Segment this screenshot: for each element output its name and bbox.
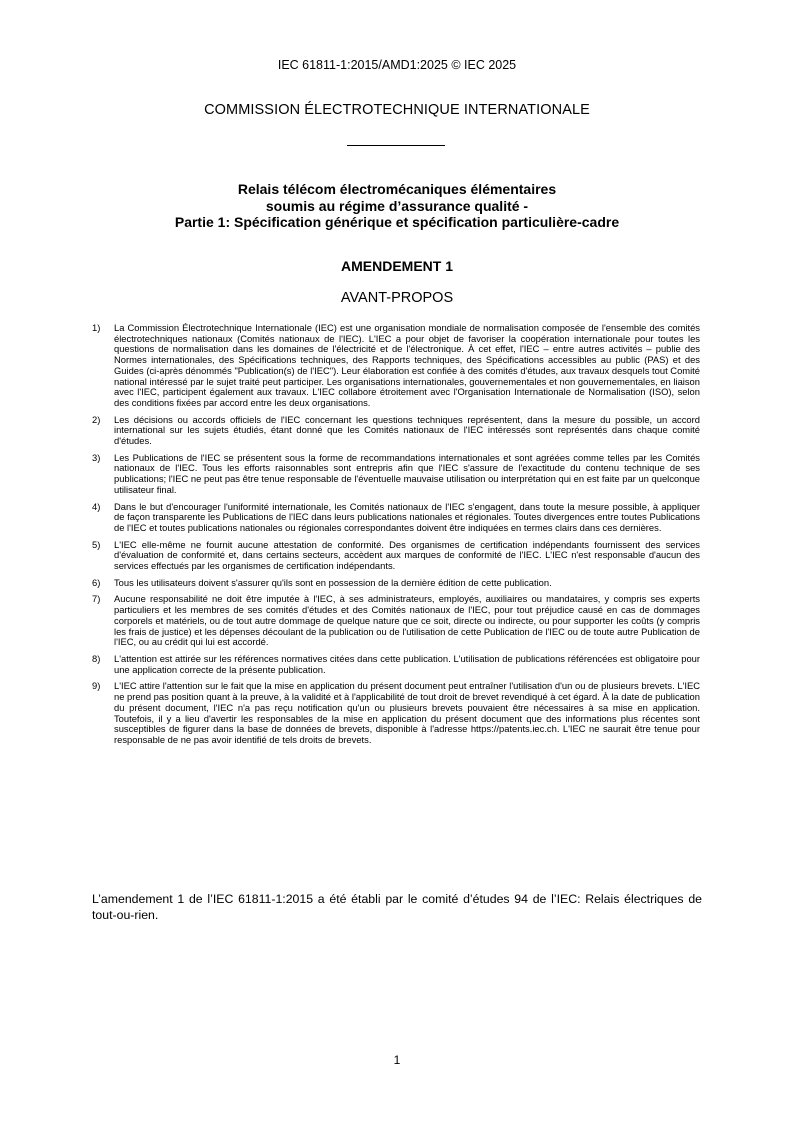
clause-text: L'IEC elle-même ne fournit aucune attestation de conformité. Des organismes de certification indépendants fournissent des services d'évaluation de conformité et, dans certains secteurs, accèdent aux marques de conformité de l'IEC. L'IEC n'est responsable d'aucun des services effectués par les organismes de certification indépendants. (114, 538, 700, 572)
closing-paragraph: L’amendement 1 de l’IEC 61811-1:2015 a été établi par le comité d’études 94 de l’IEC: Relais électriques de tout-ou-rien. (92, 892, 702, 922)
clause-text: Aucune responsabilité ne doit être imputée à l'IEC, à ses administrateurs, employés, auxiliaires ou mandataires, y compris ses experts particuliers et les membres de ses comités d'études et des Comités nationaux de l'IEC, pour tout préjudice causé en cas de dommages corporels et matériels, ou de tout autre dommage de quelque nature que ce soit, directe ou indirecte, ou pour supporter les coûts (y compris les frais de justice) et les dépenses découlant de la publication ou de l'utilisation de cette Publication de l'IEC ou de toute autre Publication de l'IEC, ou au crédit qui lui est accordé. (114, 593, 700, 648)
clause-number: 6) (92, 576, 101, 588)
foreword-heading: AVANT-PROPOS (340, 290, 454, 306)
clause-number: 8) (92, 652, 101, 664)
clause-number: 7) (92, 593, 101, 605)
clause-number: 5) (92, 538, 101, 550)
foreword-clause (92, 502, 700, 534)
clause-text: Tous les utilisateurs doivent s'assurer qu'ils sont en possession de la dernière édition de cette publication. (114, 576, 552, 588)
foreword-clause (92, 594, 700, 648)
foreword-clause (92, 578, 700, 589)
clause-number: 4) (92, 500, 101, 512)
title-line-3: Partie 1: Spécification générique et spécification particulière-cadre (174, 214, 620, 230)
clause-number: 2) (92, 413, 101, 425)
foreword-clause-list (92, 323, 700, 752)
clause-number: 9) (92, 680, 101, 692)
foreword-clause (92, 323, 700, 409)
foreword-clause (92, 540, 700, 572)
clause-text: Les Publications de l'IEC se présentent sous la forme de recommandations internationales et sont agréées comme telles par les Comités nationaux de l'IEC. Tous les efforts raisonnables sont entrepris afin que l'IEC s'assure de l'exactitude du contenu technique de ses publications; l'IEC ne peut pas être tenue responsable de l'éventuelle mauvaise utilisation ou interprétation qui en est faite par un quelconque utilisateur final. (114, 451, 700, 495)
separator-rule (347, 145, 445, 146)
clause-text: Les décisions ou accords officiels de l'IEC concernant les questions techniques représentent, dans la mesure du possible, un accord international sur les sujets étudiés, étant donné que les Comités nationaux de l'IEC intéressés sont représentés dans chaque comité d'études. (114, 413, 700, 447)
clause-text: L'attention est attirée sur les références normatives citées dans cette publication. L'utilisation de publications référencées est obligatoire pour une application correcte de la présente publication. (114, 652, 700, 675)
clause-number: 3) (92, 451, 101, 463)
foreword-clause (92, 681, 700, 745)
clause-text: La Commission Électrotechnique Internationale (IEC) est une organisation mondiale de normalisation composée de l'ensemble des comités électrotechniques nationaux (Comités nationaux de l'IEC). L'IEC a pour objet de favoriser la coopération internationale pour toutes les questions de normalisation dans les domaines de l'électricité et de l'électronique. À cet effet, l'IEC – entre autres activités – publie des Normes internationales, des Spécifications techniques, des Rapports techniques, des Spécifications accessibles au public (PAS) et des Guides (ci-après dénommés "Publication(s) de l'IEC"). Leur élaboration est confiée à des comités d'études, aux travaux desquels tout Comité national intéressé par le sujet traité peut participer. Les organisations internationales, gouvernementales et non gouvernementales, en liaison avec l'IEC, participent également aux travaux. L'IEC collabore étroitement avec l'Organisation Internationale de Normalisation (ISO), selon des conditions fixées par accord entre les deux organisations. (114, 322, 700, 408)
page-number: 1 (393, 1053, 401, 1067)
foreword-clause (92, 415, 700, 447)
clause-text: Dans le but d'encourager l'uniformité internationale, les Comités nationaux de l'IEC s'engagent, dans toute la mesure possible, à appliquer de façon transparente les Publications de l'IEC dans leurs publications nationales et régionales. Toutes divergences entre toutes Publications de l'IEC et toutes publications nationales ou régionales correspondantes doivent être indiquées en termes clairs dans ces dernières. (114, 500, 700, 533)
document-reference-header: IEC 61811-1:2015/AMD1:2025 © IEC 2025 (277, 58, 517, 72)
clause-text: L'IEC attire l'attention sur le fait que la mise en application du présent document peut entraîner l'utilisation d'un ou de plusieurs brevets. L'IEC ne prend pas position quant à la preuve, à la validité et à l'applicabilité de tout droit de brevet revendiqué à cet égard. À la date de publication du présent document, l'IEC n'a pas reçu notification qu'un ou plusieurs brevets pouvaient être nécessaires à sa mise en application. Toutefois, il y a lieu d'avertir les responsables de la mise en application du présent document que des informations plus récentes sont susceptibles de figurer dans la base de données de brevets, disponible à l'adresse https://patents.iec.ch. L'IEC ne saurait être tenue pour responsable de ne pas avoir identifié de tels droits de brevets. (114, 680, 700, 745)
title-line-1: Relais télécom électromécaniques élémentaires (237, 181, 557, 197)
title-line-2: soumis au régime d’assurance qualité - (265, 197, 529, 214)
document-title (60, 181, 734, 231)
organization-name: COMMISSION ÉLECTROTECHNIQUE INTERNATIONALE (204, 102, 590, 118)
clause-number: 1) (92, 322, 101, 333)
foreword-clause (92, 453, 700, 496)
amendment-label: AMENDEMENT 1 (340, 258, 453, 274)
foreword-clause (92, 654, 700, 675)
